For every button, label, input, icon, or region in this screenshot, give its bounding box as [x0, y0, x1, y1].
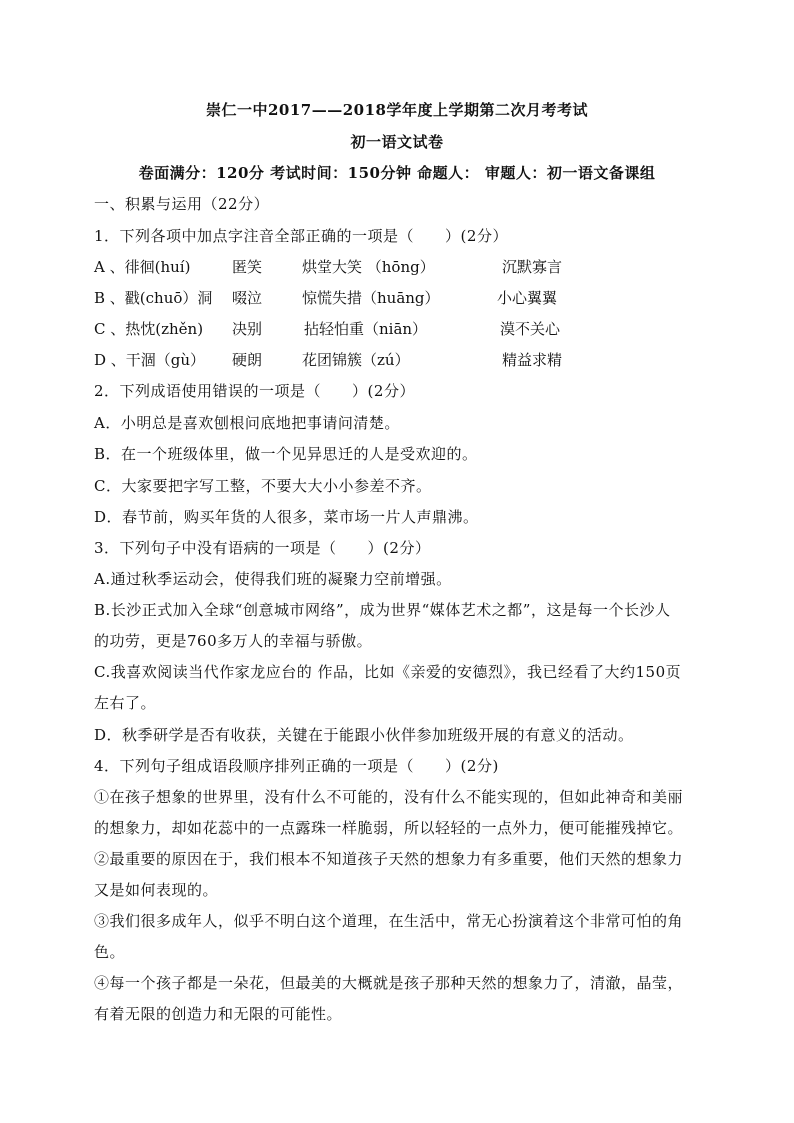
question-4-sentence-4-line2: 有着无限的创造力和无限的可能性。 [94, 1005, 343, 1023]
question-4-sentence-2-line2: 又是如何表现的。 [94, 881, 219, 899]
q1-option-c-term3: 拈轻怕重（niān） [304, 320, 428, 338]
q1-option-d-term2: 硬朗 [232, 351, 263, 369]
q1-option-a-term3: 烘堂大笑 （hōng） [302, 258, 435, 276]
question-2-option-c: C．大家要把字写工整，不要大大小小参差不齐。 [94, 477, 432, 495]
question-3-option-b-line2: 的功劳，更是760多万人的幸福与骄傲。 [94, 632, 373, 650]
question-3-option-c-line1: C.我喜欢阅读当代作家龙应台的 作品，比如《亲爱的安德烈》，我已经看了大约150页 [94, 663, 682, 681]
question-4-stem: 4．下列句子组成语段顺序排列正确的一项是（ ）(2分) [94, 757, 499, 775]
question-4-sentence-4-line1: ④每一个孩子都是一朵花，但最美的大概就是孩子那种天然的想象力了，清澈，晶莹， [94, 974, 684, 992]
q1-option-b-term2: 啜泣 [232, 289, 263, 307]
question-2-option-d: D．春节前，购买年货的人很多，菜市场一片人声鼎沸。 [94, 508, 479, 526]
q1-option-d-term1: D 、干涸（gù） [94, 351, 206, 369]
exam-subtitle: 初一语文试卷 [350, 133, 444, 151]
question-1-stem: 1．下列各项中加点字注音全部正确的一项是（ ）(2分） [94, 227, 508, 245]
question-3-option-b-line1: B.长沙正式加入全球“创意城市网络”，成为世界“媒体艺术之都”，这是每一个长沙人 [94, 601, 671, 619]
q1-option-c-term1: C 、热忱(zhěn) [94, 320, 204, 338]
q1-option-d-term4: 精益求精 [502, 351, 563, 369]
question-2-option-b: B．在一个班级体里，做一个见异思迁的人是受欢迎的。 [94, 445, 478, 463]
question-2-stem: 2．下列成语使用错误的一项是（ ）(2分） [94, 382, 415, 400]
q1-option-a-term2: 匿笑 [232, 258, 263, 276]
q1-option-c-term2: 决别 [232, 320, 263, 338]
question-4-sentence-1-line1: ①在孩子想象的世界里，没有什么不可能的，没有什么不能实现的，但如此神奇和美丽 [94, 788, 684, 806]
question-3-option-d: D．秋季研学是否有收获，关键在于能跟小伙伴参加班级开展的有意义的活动。 [94, 726, 634, 744]
exam-title: 崇仁一中2017——2018学年度上学期第二次月考考试 [206, 101, 588, 119]
q1-option-d-term3: 花团锦簇（zú） [302, 351, 410, 369]
section-heading: 一、积累与运用（22分） [94, 195, 270, 213]
q1-option-b-term4: 小心翼翼 [497, 289, 558, 307]
q1-option-b-term1: B 、戳(chuō）洞 [94, 289, 213, 307]
question-2-option-a: A．小明总是喜欢刨根问底地把事请问清楚。 [94, 414, 400, 432]
exam-meta: 卷面满分：120分 考试时间：150分钟 命题人： 审题人：初一语文备课组 [138, 164, 656, 182]
question-4-sentence-3-line2: 色。 [94, 943, 126, 961]
question-3-option-a: A.通过秋季运动会，使得我们班的凝聚力空前增强。 [94, 570, 452, 588]
question-4-sentence-2-line1: ②最重要的原因在于，我们根本不知道孩子天然的想象力有多重要，他们天然的想象力 [94, 850, 684, 868]
q1-option-a-term4: 沉默寡言 [502, 258, 563, 276]
question-3-stem: 3．下列句子中没有语病的一项是（ ）(2分） [94, 539, 431, 557]
q1-option-b-term3: 惊慌失措（huāng） [302, 289, 440, 307]
q1-option-c-term4: 漠不关心 [500, 320, 561, 338]
question-3-option-c-line2: 左右了。 [94, 694, 157, 712]
question-4-sentence-3-line1: ③我们很多成年人，似乎不明白这个道理，在生活中，常无心扮演着这个非常可怕的角 [94, 912, 684, 930]
q1-option-a-term1: A 、徘徊(huí) [94, 258, 191, 276]
question-4-sentence-1-line2: 的想象力，却如花蕊中的一点露珠一样脆弱，所以轻轻的一点外力，便可能摧残掉它。 [94, 819, 684, 837]
